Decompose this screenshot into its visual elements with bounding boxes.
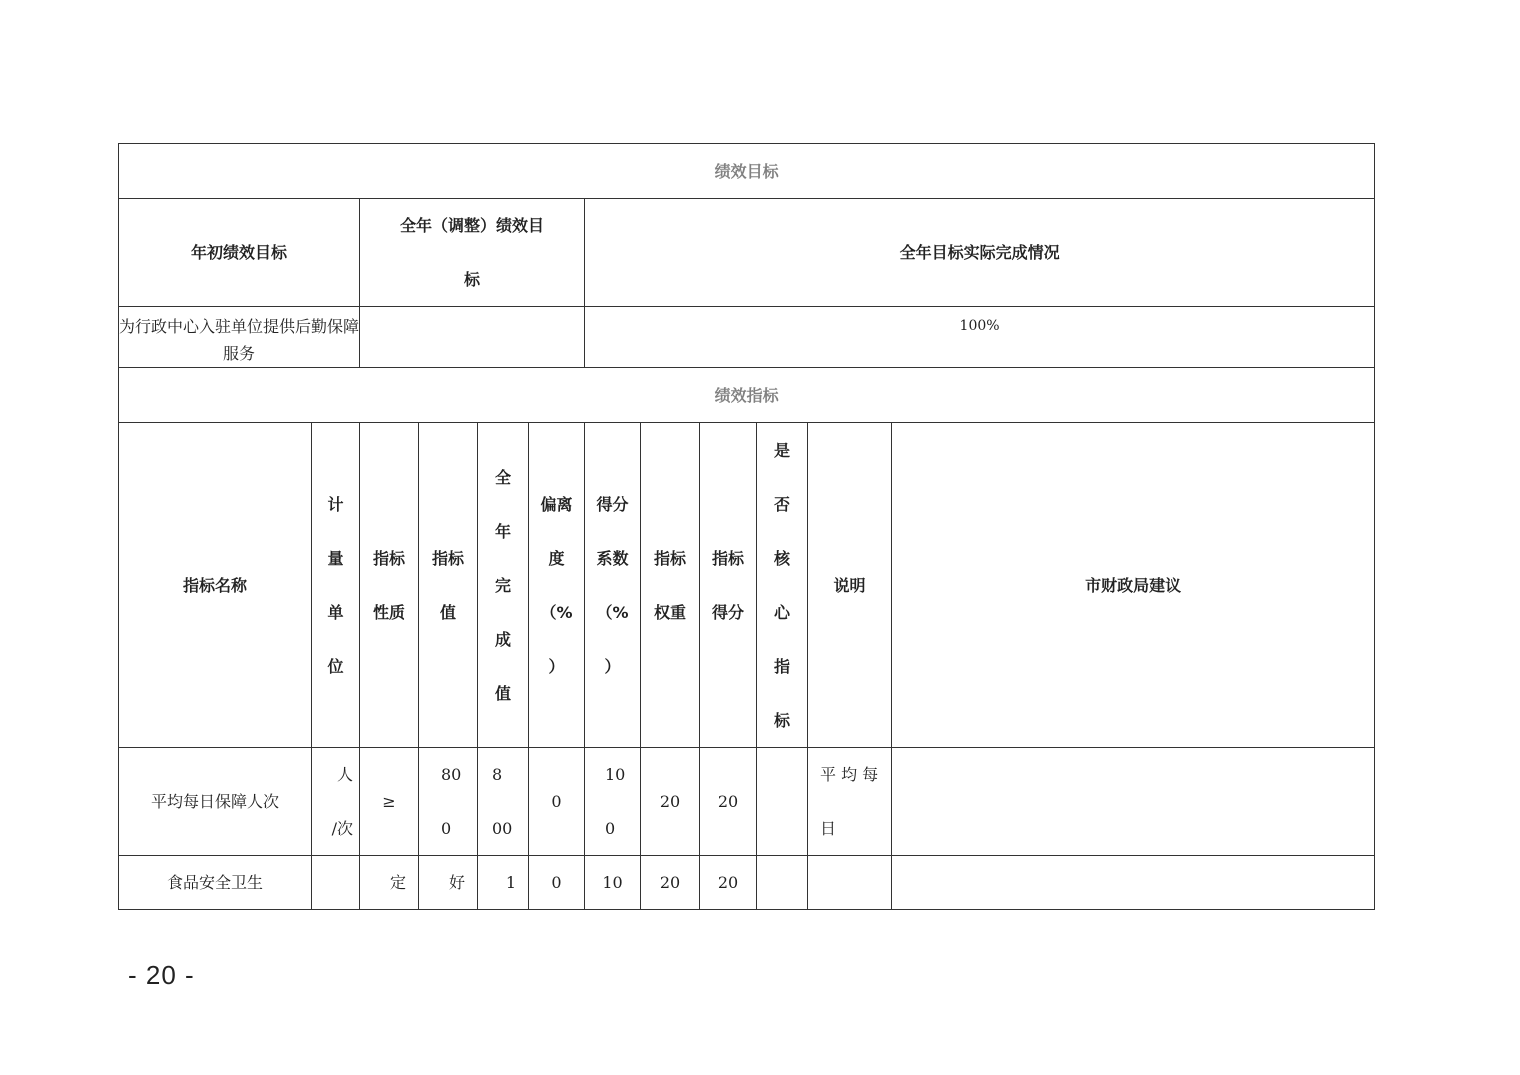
header-core-text: 是 否 核 心 指 标: [773, 440, 790, 730]
goals-section-title: 绩效目标: [119, 144, 1375, 199]
table-row: [119, 748, 1375, 856]
row-weight: 20: [641, 748, 700, 856]
row-nature: ≥: [360, 748, 419, 856]
row-coefficient-text: 10 0: [605, 765, 626, 838]
header-core: [757, 423, 808, 748]
row-unit: [312, 856, 360, 910]
table-row: [119, 856, 1375, 910]
indicators-section-title: 绩效指标: [119, 368, 1375, 423]
header-score-text: 指标 得分: [711, 548, 744, 622]
goals-section-row: [119, 144, 1375, 199]
header-completed: [478, 423, 529, 748]
header-completed-text: 全 年 完 成 值: [494, 467, 511, 703]
row-note-text: 平 均 每 日: [820, 765, 879, 838]
actual-completion-text: 100%: [959, 318, 1000, 334]
row-note: [808, 856, 892, 910]
header-coefficient-text: 得分 系数 （% ）: [596, 494, 629, 676]
header-unit-text: 计 量 单 位: [327, 494, 344, 676]
page-number: - 20 -: [128, 960, 195, 990]
header-note: 说明: [808, 423, 892, 748]
row-nature: 定: [360, 856, 419, 910]
row-core: [757, 856, 808, 910]
row-suggestion: [892, 856, 1375, 910]
row-name: 平均每日保障人次: [119, 748, 312, 856]
header-score: [700, 423, 757, 748]
row-unit: [312, 748, 360, 856]
row-deviation: 0: [529, 856, 585, 910]
row-note: [808, 748, 892, 856]
row-completed-text: 8 00: [492, 765, 513, 838]
row-core: [757, 748, 808, 856]
header-coefficient: [585, 423, 641, 748]
row-name: 食品安全卫生: [119, 856, 312, 910]
row-coefficient: [585, 748, 641, 856]
indicator-header-row: [119, 423, 1375, 748]
header-weight-text: 指标 权重: [653, 548, 686, 622]
goal-row: [119, 307, 1375, 368]
row-value: 好: [419, 856, 478, 910]
indicators-section-row: [119, 368, 1375, 423]
performance-table-container: [118, 143, 1374, 910]
row-deviation: 0: [529, 748, 585, 856]
actual-completion-header: 全年目标实际完成情况: [585, 199, 1375, 307]
row-value-text: 80 0: [441, 765, 462, 838]
header-suggestion: 市财政局建议: [892, 423, 1375, 748]
row-completed: 1: [478, 856, 529, 910]
header-nature: [360, 423, 419, 748]
adjusted-goal-header-text: 全年（调整）绩效目 标: [399, 216, 544, 289]
adjusted-goal-cell: [360, 307, 585, 368]
row-coefficient: 10: [585, 856, 641, 910]
initial-goal-header: 年初绩效目标: [119, 199, 360, 307]
header-deviation: [529, 423, 585, 748]
header-indicator-name: 指标名称: [119, 423, 312, 748]
row-unit-text: 人 /次: [331, 765, 353, 838]
initial-goal-text: 为行政中心入驻单位提供后勤保障服务: [119, 317, 360, 363]
initial-goal-cell: [119, 307, 360, 368]
header-unit: [312, 423, 360, 748]
header-deviation-text: 偏离 度 （% ）: [540, 494, 573, 676]
header-value: [419, 423, 478, 748]
adjusted-goal-text: [360, 307, 584, 313]
header-value-text: 指标 值: [431, 548, 464, 622]
row-completed: [478, 748, 529, 856]
actual-completion-cell: [585, 307, 1375, 368]
row-score: 20: [700, 748, 757, 856]
row-score: 20: [700, 856, 757, 910]
adjusted-goal-header: [360, 199, 585, 307]
header-weight: [641, 423, 700, 748]
header-nature-text: 指标 性质: [372, 548, 405, 622]
row-weight: 20: [641, 856, 700, 910]
goal-header-row: [119, 199, 1375, 307]
row-suggestion: [892, 748, 1375, 856]
performance-table: [118, 143, 1375, 910]
row-value: [419, 748, 478, 856]
